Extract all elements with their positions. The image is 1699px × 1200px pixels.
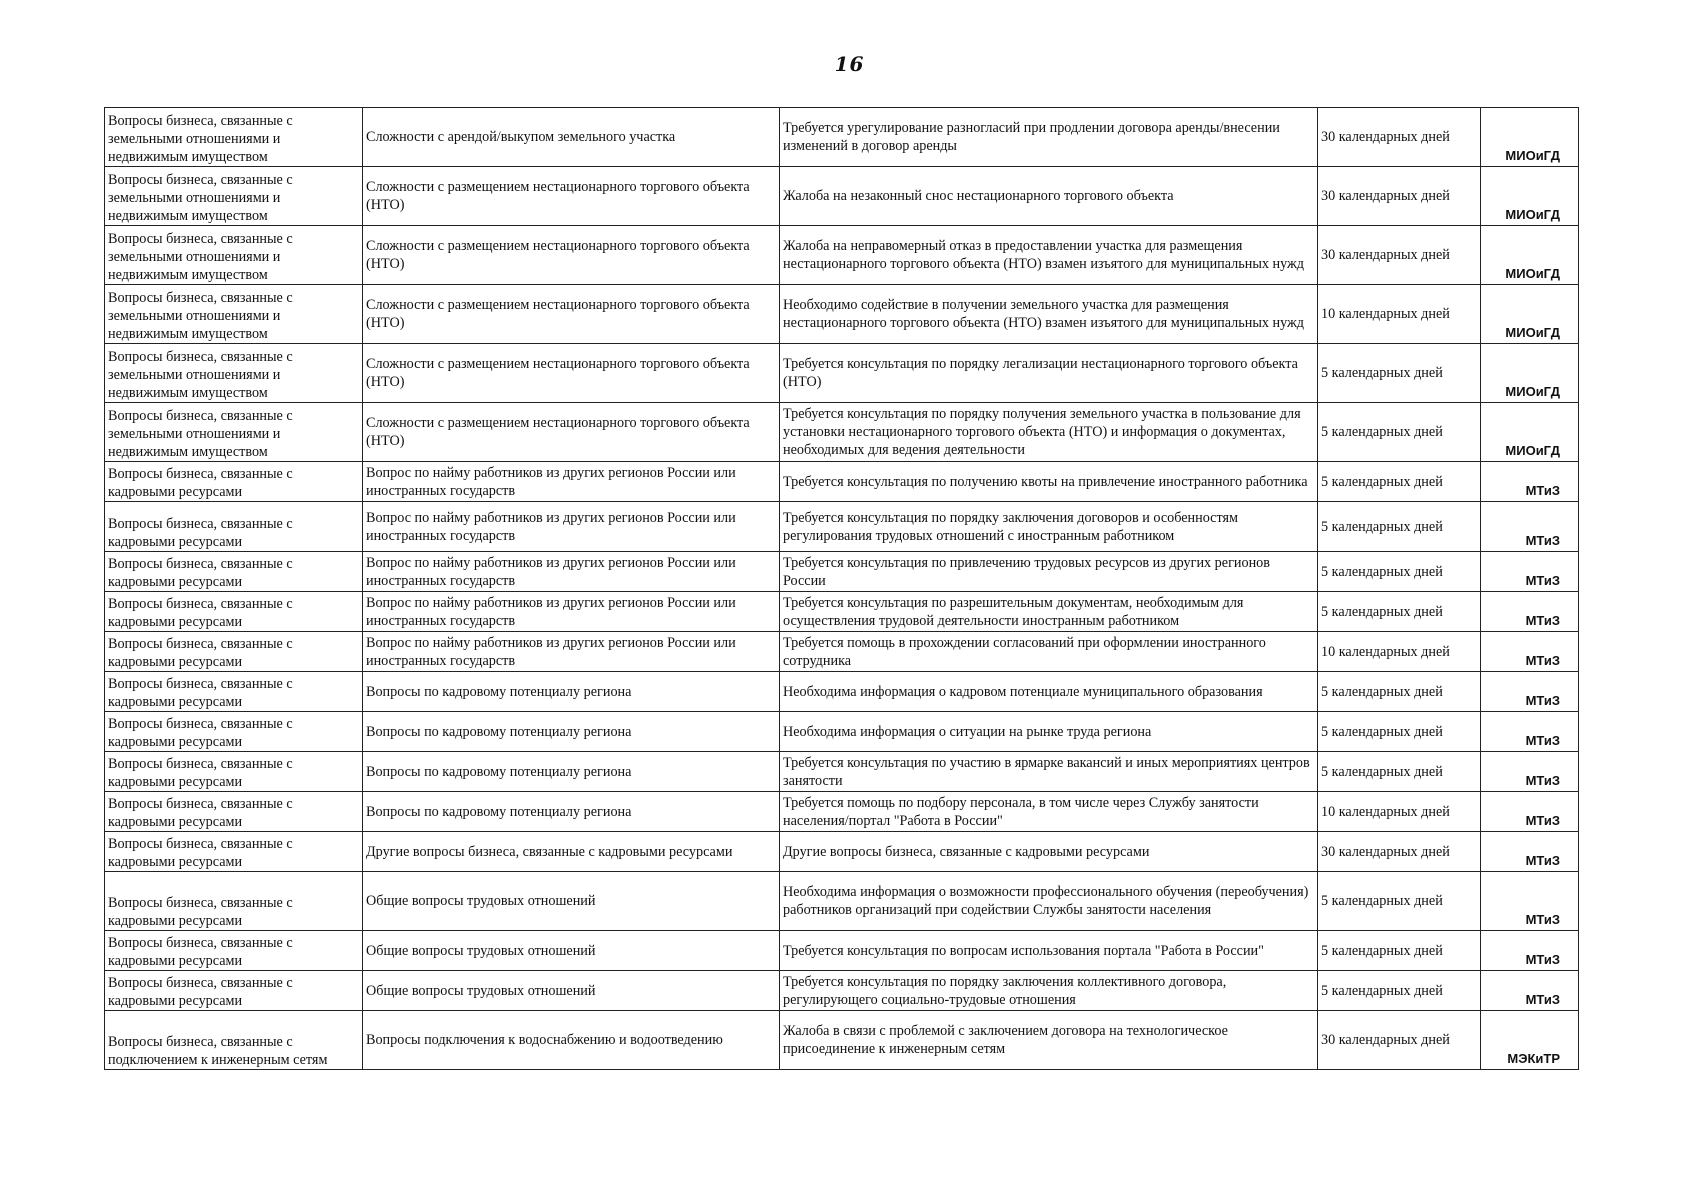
row-term: 30 календарных дней <box>1318 167 1481 226</box>
row-category: Вопросы бизнеса, связанные с кадровыми ресурсами <box>105 552 363 592</box>
row-category: Вопросы бизнеса, связанные с земельными отношениями и недвижимым имуществом <box>105 285 363 344</box>
row-term: 10 календарных дней <box>1318 285 1481 344</box>
row-category: Вопросы бизнеса, связанные с земельными отношениями и недвижимым имуществом <box>105 344 363 403</box>
row-topic: Другие вопросы бизнеса, связанные с кадровыми ресурсами <box>363 832 780 872</box>
table-row <box>105 672 1579 712</box>
row-term: 5 календарных дней <box>1318 344 1481 403</box>
row-topic: Общие вопросы трудовых отношений <box>363 971 780 1011</box>
table-row <box>105 108 1579 167</box>
row-responsible-org: МТиЗ <box>1481 592 1579 632</box>
row-description: Необходима информация о ситуации на рынке труда региона <box>780 712 1318 752</box>
row-category: Вопросы бизнеса, связанные с земельными отношениями и недвижимым имуществом <box>105 108 363 167</box>
table-row <box>105 971 1579 1011</box>
row-description: Требуется консультация по порядку получения земельного участка в пользование для установки нестационарного торгового объекта (НТО) и информация о документах, необходимых для ведения деятельности <box>780 403 1318 462</box>
row-topic: Вопросы по кадровому потенциалу региона <box>363 792 780 832</box>
row-category: Вопросы бизнеса, связанные с подключением к инженерным сетям <box>105 1011 363 1070</box>
row-term: 5 календарных дней <box>1318 672 1481 712</box>
table-row <box>105 285 1579 344</box>
services-table <box>104 107 1579 1070</box>
row-description: Требуется помощь в прохождении согласований при оформлении иностранного сотрудника <box>780 632 1318 672</box>
row-description: Требуется консультация по участию в ярмарке вакансий и иных мероприятиях центров занятости <box>780 752 1318 792</box>
row-responsible-org: МТиЗ <box>1481 931 1579 971</box>
row-responsible-org: МТиЗ <box>1481 971 1579 1011</box>
row-term: 10 календарных дней <box>1318 792 1481 832</box>
page-number: 16 <box>834 52 865 76</box>
row-description: Требуется консультация по порядку заключения договоров и особенностям регулирования трудовых отношений с иностранным работником <box>780 502 1318 552</box>
row-topic: Вопросы подключения к водоснабжению и водоотведению <box>363 1011 780 1070</box>
row-topic: Вопрос по найму работников из других регионов России или иностранных государств <box>363 502 780 552</box>
row-topic: Вопрос по найму работников из других регионов России или иностранных государств <box>363 552 780 592</box>
row-description: Требуется консультация по получению квоты на привлечение иностранного работника <box>780 462 1318 502</box>
row-description: Требуется консультация по порядку легализации нестационарного торгового объекта (НТО) <box>780 344 1318 403</box>
row-responsible-org: МИОиГД <box>1481 344 1579 403</box>
row-category: Вопросы бизнеса, связанные с земельными отношениями и недвижимым имуществом <box>105 403 363 462</box>
row-category: Вопросы бизнеса, связанные с кадровыми ресурсами <box>105 592 363 632</box>
row-term: 30 календарных дней <box>1318 1011 1481 1070</box>
row-term: 30 календарных дней <box>1318 226 1481 285</box>
row-description: Требуется урегулирование разногласий при продлении договора аренды/внесении изменений в договор аренды <box>780 108 1318 167</box>
row-description: Требуется консультация по привлечению трудовых ресурсов из других регионов России <box>780 552 1318 592</box>
table-row <box>105 502 1579 552</box>
row-term: 10 календарных дней <box>1318 632 1481 672</box>
row-topic: Общие вопросы трудовых отношений <box>363 872 780 931</box>
row-category: Вопросы бизнеса, связанные с кадровыми ресурсами <box>105 712 363 752</box>
row-term: 5 календарных дней <box>1318 872 1481 931</box>
row-responsible-org: МИОиГД <box>1481 226 1579 285</box>
row-topic: Вопросы по кадровому потенциалу региона <box>363 712 780 752</box>
row-description: Требуется помощь по подбору персонала, в том числе через Службу занятости населения/портал "Работа в России" <box>780 792 1318 832</box>
table-row <box>105 592 1579 632</box>
row-description: Необходима информация о кадровом потенциале муниципального образования <box>780 672 1318 712</box>
table-row <box>105 403 1579 462</box>
row-topic: Сложности с размещением нестационарного торгового объекта (НТО) <box>363 167 780 226</box>
table-row <box>105 872 1579 931</box>
table-row <box>105 344 1579 403</box>
row-description: Необходимо содействие в получении земельного участка для размещения нестационарного торгового объекта (НТО) взамен изъятого для муниципальных нужд <box>780 285 1318 344</box>
row-term: 5 календарных дней <box>1318 931 1481 971</box>
row-responsible-org: МТиЗ <box>1481 792 1579 832</box>
table-row <box>105 712 1579 752</box>
row-topic: Сложности с размещением нестационарного торгового объекта (НТО) <box>363 285 780 344</box>
table-body <box>105 108 1579 1070</box>
row-category: Вопросы бизнеса, связанные с земельными отношениями и недвижимым имуществом <box>105 167 363 226</box>
table-row <box>105 1011 1579 1070</box>
row-category: Вопросы бизнеса, связанные с кадровыми ресурсами <box>105 792 363 832</box>
row-responsible-org: МИОиГД <box>1481 403 1579 462</box>
row-category: Вопросы бизнеса, связанные с кадровыми ресурсами <box>105 832 363 872</box>
table-row <box>105 931 1579 971</box>
row-responsible-org: МТиЗ <box>1481 872 1579 931</box>
table-row <box>105 462 1579 502</box>
row-topic: Общие вопросы трудовых отношений <box>363 931 780 971</box>
row-term: 5 календарных дней <box>1318 592 1481 632</box>
row-category: Вопросы бизнеса, связанные с земельными отношениями и недвижимым имуществом <box>105 226 363 285</box>
row-term: 5 календарных дней <box>1318 971 1481 1011</box>
row-term: 5 календарных дней <box>1318 752 1481 792</box>
row-term: 30 календарных дней <box>1318 832 1481 872</box>
row-description: Жалоба на незаконный снос нестационарного торгового объекта <box>780 167 1318 226</box>
row-category: Вопросы бизнеса, связанные с кадровыми ресурсами <box>105 931 363 971</box>
row-term: 5 календарных дней <box>1318 403 1481 462</box>
table-row <box>105 792 1579 832</box>
row-description: Жалоба в связи с проблемой с заключением договора на технологическое присоединение к инженерным сетям <box>780 1011 1318 1070</box>
row-topic: Сложности с размещением нестационарного торгового объекта (НТО) <box>363 344 780 403</box>
row-category: Вопросы бизнеса, связанные с кадровыми ресурсами <box>105 632 363 672</box>
row-category: Вопросы бизнеса, связанные с кадровыми ресурсами <box>105 971 363 1011</box>
row-responsible-org: МТиЗ <box>1481 752 1579 792</box>
row-description: Требуется консультация по вопросам использования портала "Работа в России" <box>780 931 1318 971</box>
row-responsible-org: МТиЗ <box>1481 672 1579 712</box>
row-responsible-org: МТиЗ <box>1481 462 1579 502</box>
row-responsible-org: МТиЗ <box>1481 502 1579 552</box>
row-category: Вопросы бизнеса, связанные с кадровыми ресурсами <box>105 502 363 552</box>
row-topic: Сложности с размещением нестационарного торгового объекта (НТО) <box>363 226 780 285</box>
row-term: 5 календарных дней <box>1318 462 1481 502</box>
table-row <box>105 832 1579 872</box>
row-category: Вопросы бизнеса, связанные с кадровыми ресурсами <box>105 752 363 792</box>
row-responsible-org: МЭКиТР <box>1481 1011 1579 1070</box>
row-responsible-org: МТиЗ <box>1481 832 1579 872</box>
row-topic: Вопрос по найму работников из других регионов России или иностранных государств <box>363 592 780 632</box>
row-term: 5 календарных дней <box>1318 712 1481 752</box>
row-description: Другие вопросы бизнеса, связанные с кадровыми ресурсами <box>780 832 1318 872</box>
table-row <box>105 226 1579 285</box>
row-responsible-org: МТиЗ <box>1481 712 1579 752</box>
table-row <box>105 552 1579 592</box>
row-responsible-org: МТиЗ <box>1481 552 1579 592</box>
row-description: Жалоба на неправомерный отказ в предоставлении участка для размещения нестационарного торгового объекта (НТО) взамен изъятого для муниципальных нужд <box>780 226 1318 285</box>
table-row <box>105 752 1579 792</box>
row-responsible-org: МИОиГД <box>1481 108 1579 167</box>
row-topic: Вопрос по найму работников из других регионов России или иностранных государств <box>363 462 780 502</box>
row-category: Вопросы бизнеса, связанные с кадровыми ресурсами <box>105 462 363 502</box>
row-topic: Вопрос по найму работников из других регионов России или иностранных государств <box>363 632 780 672</box>
row-topic: Сложности с арендой/выкупом земельного участка <box>363 108 780 167</box>
table-row <box>105 632 1579 672</box>
table-row <box>105 167 1579 226</box>
row-description: Необходима информация о возможности профессионального обучения (переобучения) работников организаций при содействии Службы занятости населения <box>780 872 1318 931</box>
row-topic: Вопросы по кадровому потенциалу региона <box>363 672 780 712</box>
row-responsible-org: МТиЗ <box>1481 632 1579 672</box>
row-topic: Сложности с размещением нестационарного торгового объекта (НТО) <box>363 403 780 462</box>
row-category: Вопросы бизнеса, связанные с кадровыми ресурсами <box>105 872 363 931</box>
row-description: Требуется консультация по порядку заключения коллективного договора, регулирующего социально-трудовые отношения <box>780 971 1318 1011</box>
row-term: 5 календарных дней <box>1318 502 1481 552</box>
row-term: 30 календарных дней <box>1318 108 1481 167</box>
row-responsible-org: МИОиГД <box>1481 285 1579 344</box>
row-description: Требуется консультация по разрешительным документам, необходимым для осуществления трудовой деятельности иностранным работником <box>780 592 1318 632</box>
row-responsible-org: МИОиГД <box>1481 167 1579 226</box>
row-topic: Вопросы по кадровому потенциалу региона <box>363 752 780 792</box>
row-category: Вопросы бизнеса, связанные с кадровыми ресурсами <box>105 672 363 712</box>
row-term: 5 календарных дней <box>1318 552 1481 592</box>
